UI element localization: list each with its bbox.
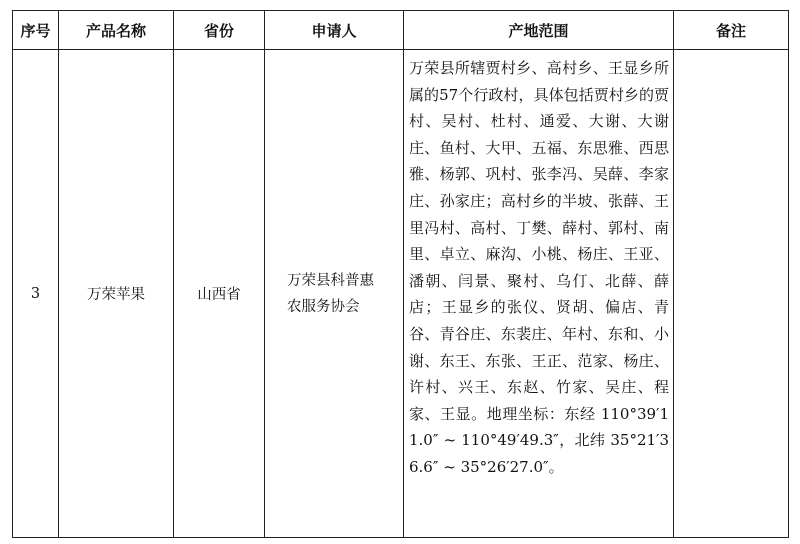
applicant-text: 万荣县科普惠农服务协会 [287,272,374,315]
header-product: 产品名称 [59,11,174,50]
cell-origin: 万荣县所辖贾村乡、高村乡、王显乡所属的57个行政村，具体包括贾村乡的贾村、吴村、杜村、通爱、大谢、大谢庄、鱼村、大甲、五福、东思雅、西思雅、杨郭、巩村、张李冯、吴薛、李家庄、孙家庄；高村乡的半坡、张薛、王里冯村、高村、丁樊、薛村、郭村、南里、卓立、麻沟、小桃、杨庄、王亚、潘朝、闫景、聚村、乌仃、北薛、薛店；王显乡的张仪、贤胡、偏店、青谷、青谷庄、东裴庄、年村、东和、小谢、东王、东张、王正、范家、杨庄、许村、兴王、东赵、竹家、吴庄、程家、王显。地理坐标：东经 110°39′11.0″ ~ 110°49′49.3″，北纬 35°21′36.6″ ~ 35°26′27.0″。 [404,50,674,538]
cell-applicant [265,50,404,538]
header-remark: 备注 [674,11,789,50]
header-applicant: 申请人 [265,11,404,50]
cell-product: 万荣苹果 [59,50,174,538]
product-table [12,10,789,538]
cell-seq: 3 [13,50,59,538]
cell-province: 山西省 [174,50,265,538]
header-province: 省份 [174,11,265,50]
header-seq: 序号 [13,11,59,50]
table-row [13,50,789,538]
header-row [13,11,789,50]
cell-remark [674,50,789,538]
header-origin: 产地范围 [404,11,674,50]
